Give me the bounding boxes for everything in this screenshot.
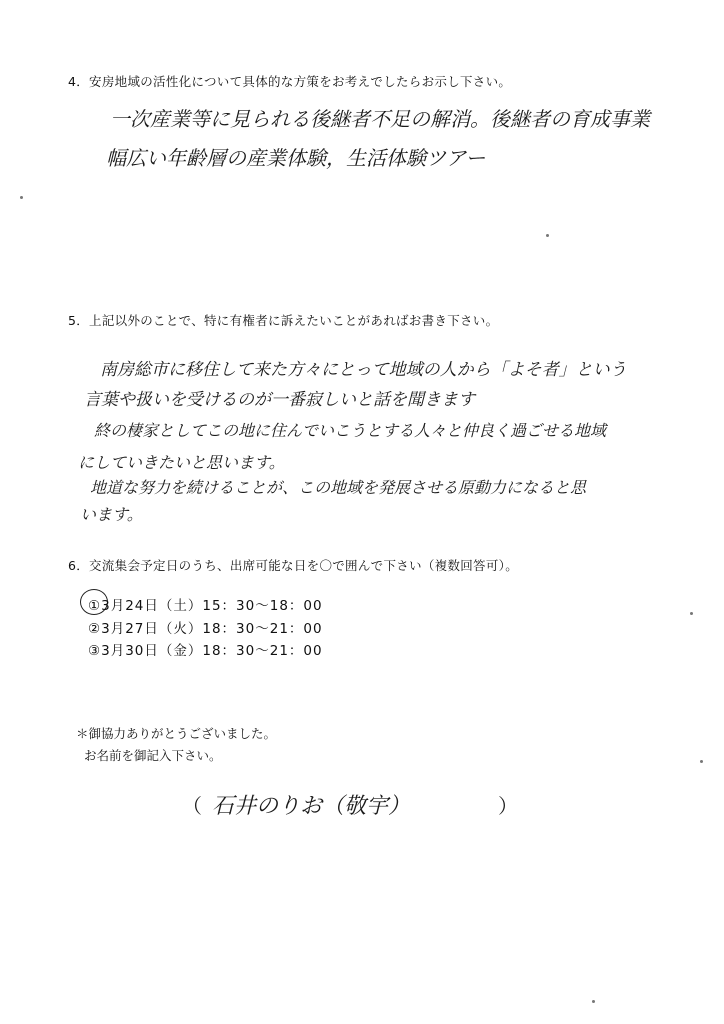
name-paren-close: ）: [498, 794, 518, 818]
scan-speck: [546, 234, 549, 237]
respondent-name: 石井のりお（敬宇）: [212, 794, 411, 819]
name-paren-open: （: [182, 794, 202, 818]
thanks-note: ＊御協力ありがとうございました。: [76, 726, 277, 741]
option-date-2[interactable]: ②3月27日（火）18：30～21：00: [88, 621, 323, 637]
scan-speck: [700, 760, 703, 763]
scan-speck: [592, 1000, 595, 1003]
answer-5-line-1: 南房総市に移住して来た方々にとって地域の人から「よそ者」という: [100, 360, 627, 380]
question-6: 6．交流集会予定日のうち、出席可能な日を〇で囲んで下さい（複数回答可）。: [68, 558, 519, 573]
option-date-1[interactable]: ①3月24日（土）15：30～18：00: [88, 598, 323, 614]
answer-4-line-2: 幅広い年齢層の産業体験，生活体験ツアー: [106, 146, 486, 170]
scan-speck: [20, 196, 23, 199]
name-prompt: お名前を御記入下さい。: [84, 748, 222, 763]
answer-5-line-6: います。: [80, 505, 143, 524]
question-4: 4．安房地域の活性化について具体的な方策をお考えでしたらお示し下さい。: [68, 74, 512, 89]
answer-5-line-3: 終の棲家としてこの地に住んでいこうとする人々と仲良く過ごせる地域: [94, 421, 607, 440]
answer-5-line-4: にしていきたいと思います。: [78, 453, 285, 472]
answer-5-line-2: 言葉や扱いを受けるのが一番寂しいと話を聞きます: [84, 390, 475, 410]
answer-4-line-1: 一次産業等に見られる後継者不足の解消。後継者の育成事業: [110, 107, 650, 131]
answer-5-line-5: 地道な努力を続けることが、この地域を発展させる原動力になると思: [90, 478, 587, 497]
option-date-3[interactable]: ③3月30日（金）18：30～21：00: [88, 643, 323, 659]
scan-speck: [690, 612, 693, 615]
question-5: 5．上記以外のことで、特に有権者に訴えたいことがあればお書き下さい。: [68, 313, 499, 328]
